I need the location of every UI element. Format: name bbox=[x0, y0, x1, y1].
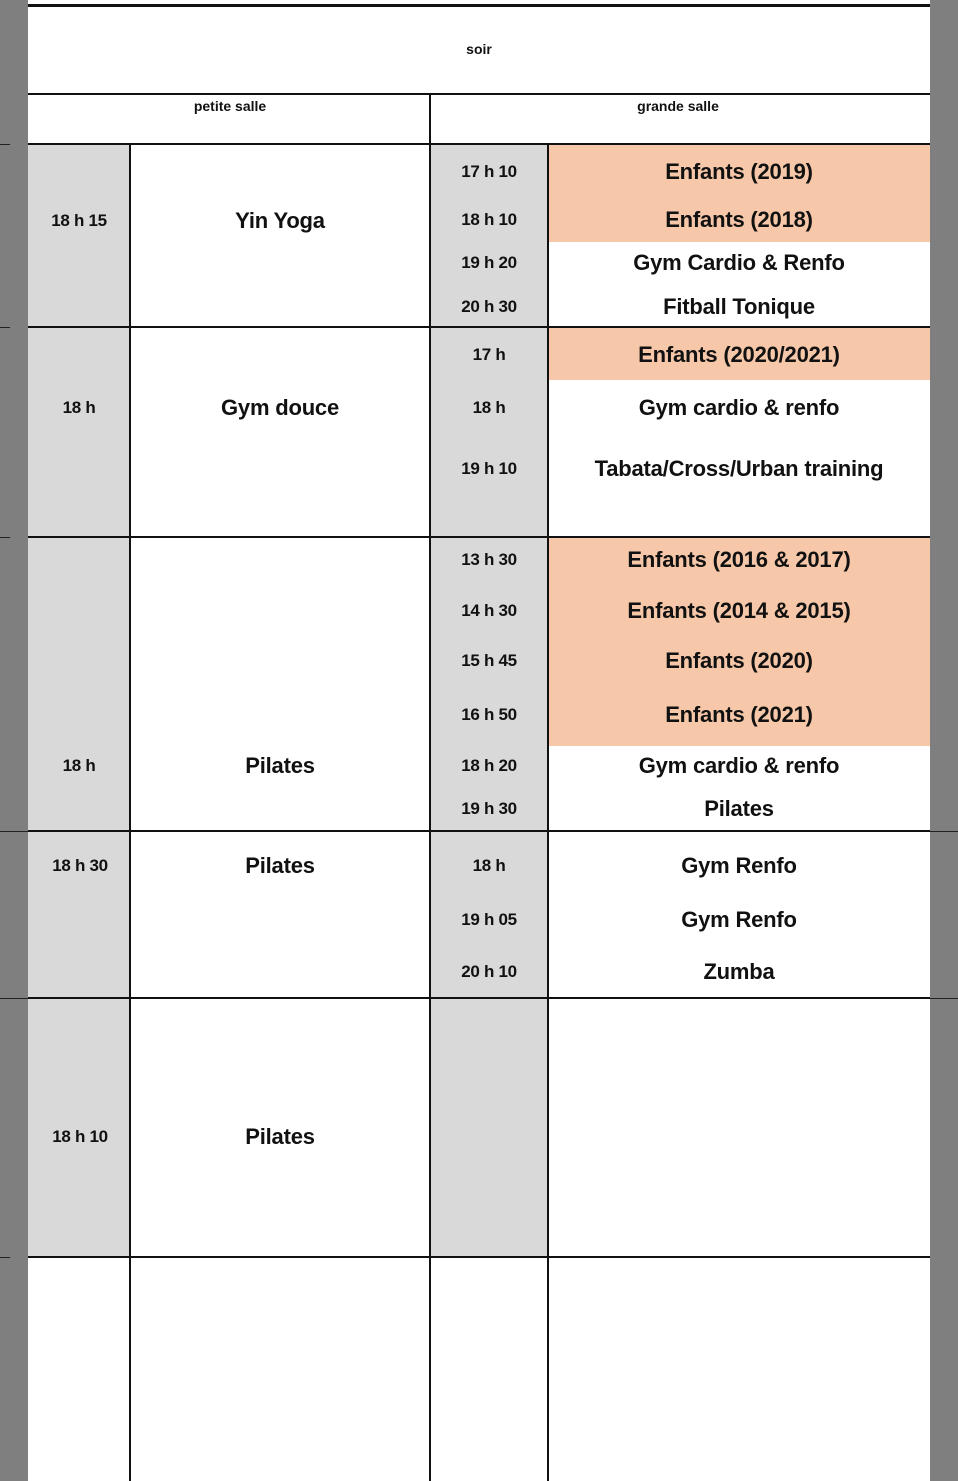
large-room-time: 18 h 10 bbox=[461, 210, 517, 229]
column-divider bbox=[129, 144, 131, 1481]
large-room-activity: Fitball Tonique bbox=[663, 294, 815, 319]
large-room-activity: Gym cardio & renfo bbox=[638, 753, 840, 778]
row-divider bbox=[28, 1256, 930, 1258]
large-room-activity: Pilates bbox=[704, 796, 774, 821]
left-margin-bar bbox=[0, 0, 28, 1481]
table-top-border bbox=[28, 4, 930, 7]
large-room-time: 19 h 20 bbox=[461, 253, 517, 272]
small-time-column-bg bbox=[28, 144, 130, 1256]
grande-salle-header: grande salle bbox=[637, 98, 719, 114]
margin-tick bbox=[0, 537, 10, 538]
large-room-activity: Enfants (2021) bbox=[665, 702, 813, 727]
large-room-time: 18 h bbox=[472, 398, 506, 417]
margin-tick bbox=[0, 998, 28, 999]
small-room-activity: Pilates bbox=[245, 853, 315, 878]
small-room-time: 18 h bbox=[62, 398, 96, 417]
row-divider bbox=[28, 93, 930, 95]
small-room-time: 18 h 10 bbox=[52, 1127, 108, 1146]
small-room-activity: Yin Yoga bbox=[235, 208, 325, 233]
row-divider bbox=[28, 326, 930, 328]
large-room-time: 19 h 05 bbox=[461, 910, 517, 929]
margin-tick bbox=[0, 144, 10, 145]
petite-salle-header: petite salle bbox=[193, 98, 267, 114]
small-room-activity: Pilates bbox=[245, 1124, 315, 1149]
small-room-time: 18 h bbox=[62, 756, 96, 775]
large-room-time: 18 h 20 bbox=[461, 756, 517, 775]
large-room-time: 17 h 10 bbox=[461, 162, 517, 181]
large-room-time: 13 h 30 bbox=[461, 550, 517, 569]
large-room-activity: Enfants (2014 & 2015) bbox=[627, 598, 851, 623]
large-room-activity: Enfants (2020) bbox=[665, 648, 813, 673]
period-title: soir bbox=[466, 41, 492, 57]
margin-tick bbox=[930, 998, 958, 999]
large-room-activity: Enfants (2016 & 2017) bbox=[627, 547, 851, 572]
margin-tick bbox=[0, 327, 10, 328]
large-room-time: 19 h 30 bbox=[461, 799, 517, 818]
column-divider bbox=[429, 94, 431, 1481]
large-room-activity: Gym Renfo bbox=[681, 907, 797, 932]
row-divider bbox=[28, 536, 930, 538]
large-room-activity: Tabata/Cross/Urban training bbox=[594, 456, 884, 481]
large-room-time: 20 h 30 bbox=[461, 297, 517, 316]
schedule-table bbox=[28, 0, 930, 1481]
right-margin-bar bbox=[930, 0, 958, 1481]
small-room-time: 18 h 15 bbox=[51, 211, 107, 230]
margin-tick bbox=[0, 831, 28, 832]
large-room-activity: Gym cardio & renfo bbox=[638, 395, 840, 420]
large-room-activity: Gym Cardio & Renfo bbox=[633, 250, 845, 275]
large-room-time: 19 h 10 bbox=[461, 459, 517, 478]
row-divider bbox=[28, 143, 930, 145]
large-room-time: 14 h 30 bbox=[461, 601, 517, 620]
margin-tick bbox=[930, 831, 958, 832]
small-room-time: 18 h 30 bbox=[52, 856, 108, 875]
large-room-activity: Enfants (2020/2021) bbox=[638, 342, 840, 367]
large-room-time: 16 h 50 bbox=[461, 705, 517, 724]
large-room-time: 20 h 10 bbox=[461, 962, 517, 981]
column-divider bbox=[547, 144, 549, 1481]
large-room-activity: Gym Renfo bbox=[681, 853, 797, 878]
large-room-time: 15 h 45 bbox=[461, 651, 517, 670]
row-divider bbox=[28, 997, 930, 999]
large-room-activity: Enfants (2019) bbox=[665, 159, 813, 184]
row-divider bbox=[28, 830, 930, 832]
margin-tick bbox=[0, 1257, 10, 1258]
small-room-activity: Gym douce bbox=[220, 395, 340, 420]
large-room-time: 17 h bbox=[472, 345, 506, 364]
large-room-activity: Enfants (2018) bbox=[665, 207, 813, 232]
large-room-activity: Zumba bbox=[703, 959, 775, 984]
large-room-time: 18 h bbox=[472, 856, 506, 875]
small-room-activity: Pilates bbox=[245, 753, 315, 778]
